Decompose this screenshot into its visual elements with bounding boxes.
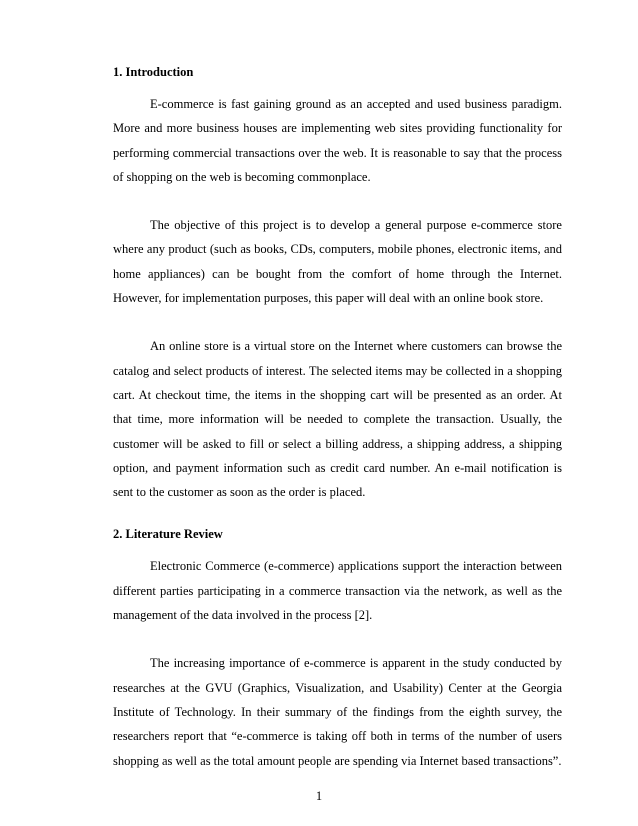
paragraph: The objective of this project is to develop a general purpose e-commerce store where any product (such as books, CDs, computers, mobile phones, electronic items, and home appliances) can be bought from the comfort of home through the Internet. However, for implementation purposes, this paper will deal with an online book store. (113, 218, 562, 306)
section-heading-introduction: 1. Introduction (113, 65, 194, 79)
page-number: 1 (315, 789, 323, 803)
page-body (113, 64, 562, 773)
paragraph: An online store is a virtual store on the Internet where customers can browse the catalog and select products of interest. The selected items may be collected in a shopping cart. At checkout time, the items in the shopping cart will be presented as an order. At that time, more information will be needed to complete the transaction. Usually, the customer will be asked to fill or select a billing address, a shipping address, a shipping option, and payment information such as credit card number. An e-mail notification is sent to the customer as soon as the order is placed. (113, 339, 562, 500)
paragraph: Electronic Commerce (e-commerce) applications support the interaction between different parties participating in a commerce transaction via the network, as well as the management of the data involved in the process [2]. (113, 559, 562, 623)
paragraph: E-commerce is fast gaining ground as an accepted and used business paradigm. More and more business houses are implementing web sites providing functionality for performing commercial transactions over the web. It is reasonable to say that the process of shopping on the web is becoming commonplace. (113, 97, 562, 184)
paragraph: The increasing importance of e-commerce is apparent in the study conducted by researches at the GVU (Graphics, Visualization, and Usability) Center at the Georgia Institute of Technology. In their summary of the findings from the eighth survey, the researchers report that “e-commerce is taking off both in terms of the number of users shopping as well as the total amount people are spending via Internet based transactions”. (113, 656, 562, 768)
section-heading-literature-review: 2. Literature Review (113, 527, 223, 542)
